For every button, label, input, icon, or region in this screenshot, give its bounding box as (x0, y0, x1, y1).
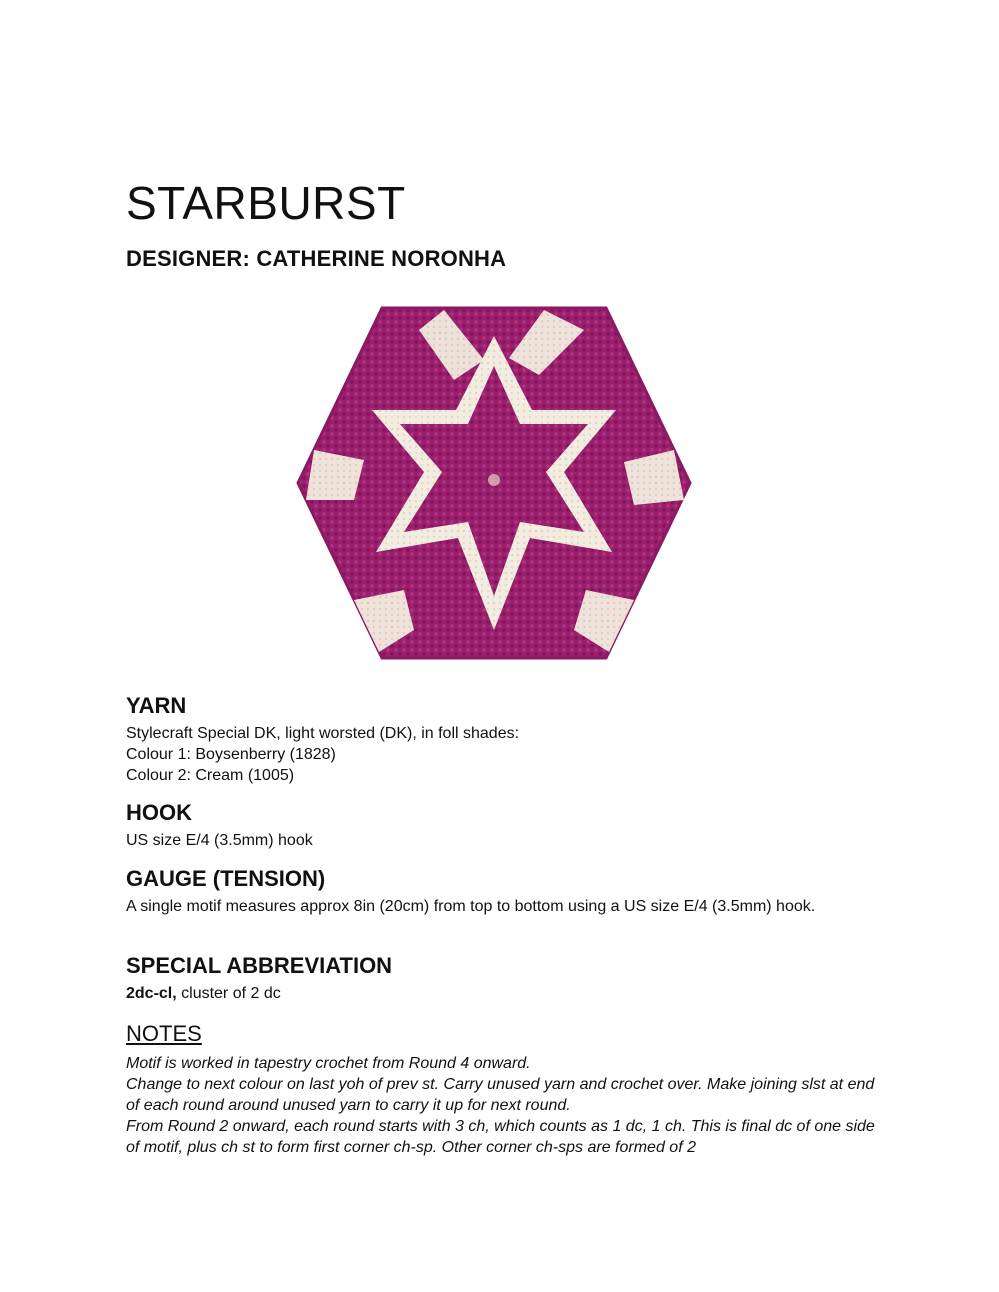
abbreviation-term: 2dc-cl, (126, 985, 177, 1003)
notes-line: From Round 2 onward, each round starts with 3 ch, which counts as 1 dc, 1 ch. This is final dc of one side of motif, plus ch st to form first corner ch-sp. Other corner ch-sps are formed of 2 (126, 1118, 875, 1157)
yarn-line: Colour 2: Cream (1005) (126, 767, 295, 785)
pattern-title: STARBURST (126, 177, 406, 229)
abbreviation-heading: SPECIAL ABBREVIATION (126, 953, 393, 978)
notes-body (126, 1053, 886, 1158)
yarn-details (126, 723, 886, 786)
designer-credit: DESIGNER: CATHERINE NORONHA (126, 246, 507, 271)
abbreviation-definition: cluster of 2 dc (176, 985, 281, 1003)
notes-section (126, 1021, 886, 1158)
yarn-line: Stylecraft Special DK, light worsted (DK), in foll shades: (126, 725, 520, 743)
starburst-motif-photo (294, 300, 694, 666)
abbreviation-text (126, 983, 886, 1004)
gauge-section (126, 866, 886, 917)
abbreviation-section (126, 953, 886, 1004)
yarn-line: Colour 1: Boysenberry (1828) (126, 746, 336, 764)
notes-heading: NOTES (126, 1021, 202, 1046)
hook-section (126, 800, 886, 851)
notes-line: Change to next colour on last yoh of prev st. Carry unused yarn and crochet over. Make joining slst at end of each round around unused yarn to carry it up for next round. (126, 1076, 875, 1115)
yarn-section (126, 693, 886, 786)
gauge-heading: GAUGE (TENSION) (126, 866, 326, 891)
hook-heading: HOOK (126, 800, 192, 825)
gauge-text: A single motif measures approx 8in (20cm) from top to bottom using a US size E/4 (3.5mm) hook. (126, 898, 816, 916)
hook-text: US size E/4 (3.5mm) hook (126, 832, 313, 850)
yarn-heading: YARN (126, 693, 187, 718)
notes-line: Motif is worked in tapestry crochet from Round 4 onward. (126, 1055, 531, 1073)
crochet-hexagon-illustration (294, 300, 694, 666)
